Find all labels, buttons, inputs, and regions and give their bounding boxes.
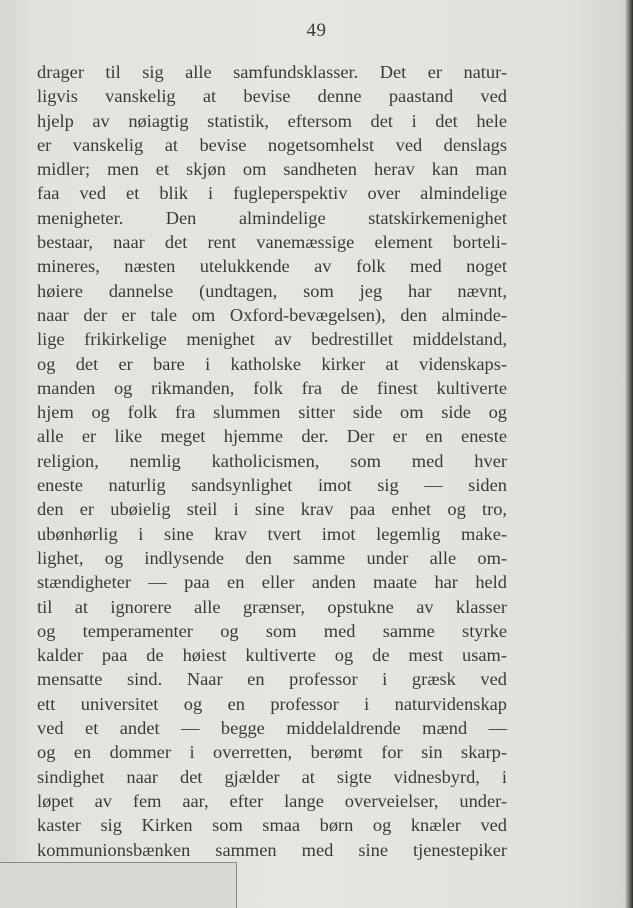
text-line: eneste naturlig sandsynlighet imot sig — siden (37, 475, 507, 496)
text-line: kommunionsbænken sammen med sine tjenestepiker (37, 839, 507, 860)
text-line: kalder paa de høiest kultiverte og de mest usam- (37, 645, 507, 666)
text-line: ett universitet og en professor i naturvidenskap (37, 693, 507, 714)
text-line: menigheter. Den almindelige statskirkemenighet (37, 207, 507, 228)
text-line: og temperamenter og som med samme styrke (37, 620, 507, 641)
text-line: den er ubøielig steil i sine krav paa enhet og tro, (37, 499, 507, 520)
text-line: faa ved et blik i fugleperspektiv over almindelige (37, 183, 507, 204)
text-line: hjelp av nøiagtig statistik, eftersom det i det hele (37, 110, 507, 131)
text-line: ubønhørlig i sine krav tvert imot legemlig make- (37, 523, 507, 544)
text-line: ved et andet — begge middelaldrende mænd — (37, 718, 507, 739)
text-line: og en dommer i overretten, berømt for sin skarp- (37, 742, 507, 763)
text-line: religion, nemlig katholicismen, som med hver (37, 450, 507, 471)
text-line: mensatte sind. Naar en professor i græsk ved (37, 669, 507, 690)
text-line: ligvis vanskelig at bevise denne paastand ved (37, 86, 507, 107)
text-line: naar der er tale om Oxford-bevægelsen), den alminde- (37, 304, 507, 325)
text-line: hjem og folk fra slummen sitter side om side og (37, 402, 507, 423)
text-line: sindighet naar det gjælder at sigte vidnesbyrd, i (37, 766, 507, 787)
text-line: lige frikirkelige menighet av bedrestillet middelstand, (37, 329, 507, 350)
text-line: løpet av fem aar, efter lange overveielser, under- (37, 790, 507, 811)
text-line: er vanskelig at bevise nogetsomhelst ved denslags (37, 134, 507, 155)
page-number: 49 (306, 20, 327, 41)
text-line: og det er bare i katholske kirker at videnskaps- (37, 353, 507, 374)
text-line: lighet, og indlysende den samme under alle om- (37, 547, 507, 568)
text-line: manden og rikmanden, folk fra de finest kultiverte (37, 377, 507, 398)
text-line: stændigheter — paa en eller anden maate har held (37, 572, 507, 593)
paper-slip (0, 862, 237, 908)
body-text (37, 60, 507, 862)
page-edge-shadow (625, 0, 633, 908)
text-line: midler; men et skjøn om sandheten herav kan man (37, 159, 507, 180)
text-line: til at ignorere alle grænser, opstukne av klasser (37, 596, 507, 617)
text-line: mineres, næsten utelukkende av folk med noget (37, 256, 507, 277)
text-line: alle er like meget hjemme der. Der er en eneste (37, 426, 507, 447)
text-line: høiere dannelse (undtagen, som jeg har nævnt, (37, 280, 507, 301)
text-line: bestaar, naar det rent vanemæssige element borteli- (37, 232, 507, 253)
text-line: drager til sig alle samfundsklasser. Det er natur- (37, 62, 507, 82)
text-line: kaster sig Kirken som smaa børn og knæler ved (37, 815, 507, 836)
